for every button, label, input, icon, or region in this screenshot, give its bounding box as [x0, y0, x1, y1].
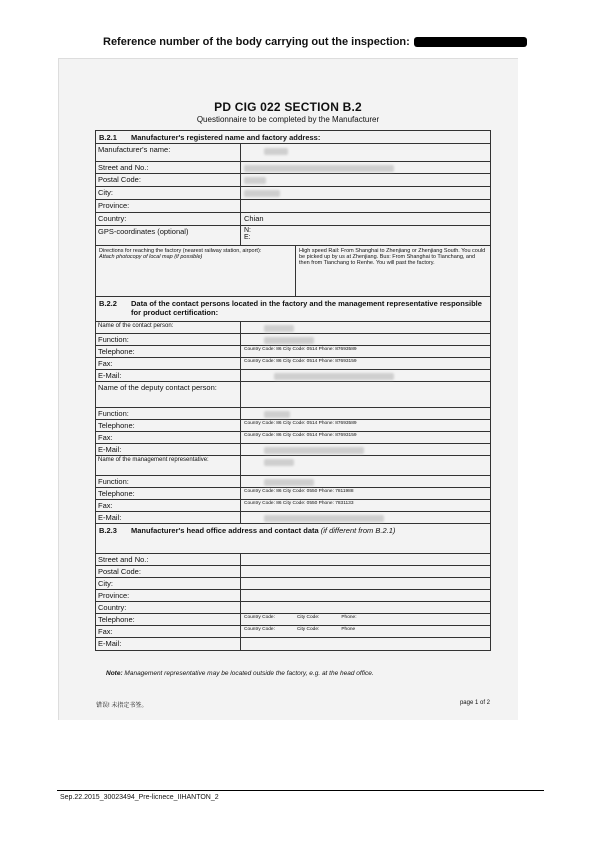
form-row — [96, 626, 490, 638]
field-value — [241, 566, 490, 577]
fax-value: Country Code: 86 City Code: 0550 Phone: 7831133 — [244, 501, 354, 506]
field-value — [241, 476, 490, 487]
country-value: Chian — [244, 214, 264, 223]
field-label: Telephone: — [96, 488, 241, 499]
field-label: Country: — [96, 213, 241, 225]
form-row — [96, 408, 490, 420]
form-row — [96, 476, 490, 488]
fax-value: Country Code: 86 City Code: 0514 Phone: 87693159 — [244, 433, 357, 438]
form-row — [96, 213, 490, 226]
field-label: E-Mail: — [96, 638, 241, 650]
directions-label — [96, 246, 296, 296]
section-title: Manufacturer's registered name and factory address: — [131, 133, 321, 142]
form-row — [96, 144, 490, 162]
country-code-label: Country Code: — [244, 627, 275, 632]
form-row — [96, 226, 490, 246]
gps-values — [241, 226, 490, 245]
section-number: B.2.1 — [99, 133, 117, 142]
fax-value: Country Code: 86 City Code: 0514 Phone: 87693159 — [244, 359, 357, 364]
field-value — [241, 408, 490, 419]
gps-north: N: — [244, 227, 251, 234]
field-value — [241, 200, 490, 212]
form-row — [96, 444, 490, 456]
field-label: Name of the contact person: — [96, 322, 241, 333]
field-value — [241, 456, 490, 475]
section-header-b21 — [96, 131, 490, 144]
field-label: Postal Code: — [96, 566, 241, 577]
field-label: Fax: — [96, 358, 241, 369]
form-row — [96, 500, 490, 512]
form-row — [96, 370, 490, 382]
field-label: E-Mail: — [96, 512, 241, 523]
field-label: Fax: — [96, 626, 241, 637]
form-row — [96, 382, 490, 408]
phone-label: Phone — [341, 627, 356, 632]
field-value — [241, 554, 490, 565]
phone-value: Country Code: 86 City Code: 0514 Phone: 87693589 — [244, 347, 357, 352]
field-label: Telephone: — [96, 346, 241, 357]
field-value — [241, 322, 490, 333]
field-label: Province: — [96, 590, 241, 601]
field-label: Fax: — [96, 432, 241, 443]
field-label: Street and No.: — [96, 162, 241, 173]
field-label: Postal Code: — [96, 174, 241, 186]
note-label: Note: — [106, 670, 123, 677]
field-label: Name of the management representative: — [96, 456, 241, 475]
directions-row — [96, 246, 490, 297]
form-note — [106, 670, 374, 677]
phone-value: Country Code: 86 City Code: 0514 Phone: 87693589 — [244, 421, 357, 426]
field-label: Fax: — [96, 500, 241, 511]
field-value — [241, 578, 490, 589]
form-row — [96, 432, 490, 444]
form-row — [96, 200, 490, 213]
document-subtitle: Questionnaire to be completed by the Manufacturer — [196, 115, 380, 124]
field-value — [241, 602, 490, 613]
field-value — [241, 187, 490, 199]
phone-codes — [241, 614, 490, 625]
document-title: PD CIG 022 SECTION B.2 — [214, 100, 362, 114]
form-row — [96, 578, 490, 590]
field-label: Name of the deputy contact person: — [96, 382, 241, 407]
form-row — [96, 322, 490, 334]
field-label: Manufacturer's name: — [96, 144, 241, 161]
section-header-b22 — [96, 297, 490, 322]
field-label: GPS-coordinates (optional) — [96, 226, 241, 245]
form-row — [96, 174, 490, 187]
form-row — [96, 614, 490, 626]
file-caption: Sep.22.2015_30023494_Pre-licnece_IIHANTON_2 — [60, 794, 219, 801]
reference-line — [103, 36, 527, 48]
form-row — [96, 358, 490, 370]
form-row — [96, 420, 490, 432]
field-label: Function: — [96, 476, 241, 487]
form-row — [96, 456, 490, 476]
fax-codes — [241, 626, 490, 637]
field-label: Telephone: — [96, 614, 241, 625]
section-title: Manufacturer's head office address and contact data — [131, 526, 319, 535]
directions-text: Directions for reaching the factory (nearest railway station, airport): — [99, 248, 262, 254]
city-code-label: City Code: — [296, 615, 320, 620]
section-title-note: (if different from B.2.1) — [320, 526, 396, 535]
country-code-label: Country Code: — [244, 615, 275, 620]
form-row — [96, 488, 490, 500]
field-value — [241, 512, 490, 523]
field-label: City: — [96, 187, 241, 199]
footer-divider — [57, 790, 544, 791]
directions-value: High speed Rail: From Shanghai to Zhenjiang or Zhenjiang South. You could be picked up by us at Zhenjiang. Bus: From Shanghai to Tianchang, and then from Tianchang to Renhe. You will past the factory. — [299, 248, 486, 266]
field-value — [241, 162, 490, 173]
form-row — [96, 512, 490, 524]
form-row — [96, 162, 490, 174]
field-label: E-Mail: — [96, 444, 241, 455]
field-label: Province: — [96, 200, 241, 212]
field-value — [241, 590, 490, 601]
scanned-page — [58, 58, 518, 720]
footer-left: 错误! 未指定书签。 — [96, 703, 148, 709]
field-label: Function: — [96, 408, 241, 419]
section-number: B.2.2 — [99, 299, 117, 308]
field-label: Street and No.: — [96, 554, 241, 565]
city-code-label: City Code: — [296, 627, 320, 632]
field-label: E-Mail: — [96, 370, 241, 381]
form-row — [96, 566, 490, 578]
field-label: Telephone: — [96, 420, 241, 431]
field-value — [241, 638, 490, 650]
field-value — [241, 370, 490, 381]
form-row — [96, 638, 490, 650]
redaction-bar — [414, 37, 527, 47]
section-title: Data of the contact persons located in the factory and the management representative responsible for product certification: — [131, 299, 482, 317]
field-label: City: — [96, 578, 241, 589]
form-row — [96, 187, 490, 200]
field-value — [241, 144, 490, 161]
section-header-b23 — [96, 524, 490, 554]
gps-east: E: — [244, 234, 251, 241]
reference-label: Reference number of the body carrying out the inspection: — [103, 36, 410, 48]
phone-value: Country Code: 86 City Code: 0550 Phone: 7811988 — [244, 489, 354, 494]
form-row — [96, 602, 490, 614]
form-row — [96, 590, 490, 602]
field-value — [241, 382, 490, 407]
form-row — [96, 346, 490, 358]
questionnaire-form — [95, 130, 491, 651]
field-value — [241, 334, 490, 345]
section-number: B.2.3 — [99, 526, 117, 535]
form-row — [96, 334, 490, 346]
field-value — [241, 444, 490, 455]
field-value — [241, 174, 490, 186]
field-label: Country: — [96, 602, 241, 613]
map-note: Attach photocopy of local map (if possible) — [99, 254, 203, 260]
field-label: Function: — [96, 334, 241, 345]
form-row — [96, 554, 490, 566]
phone-label: Phone: — [341, 615, 357, 620]
note-text: Management representative may be located outside the factory, e.g. at the head office. — [124, 670, 374, 677]
page-number: page 1 of 2 — [459, 700, 490, 706]
